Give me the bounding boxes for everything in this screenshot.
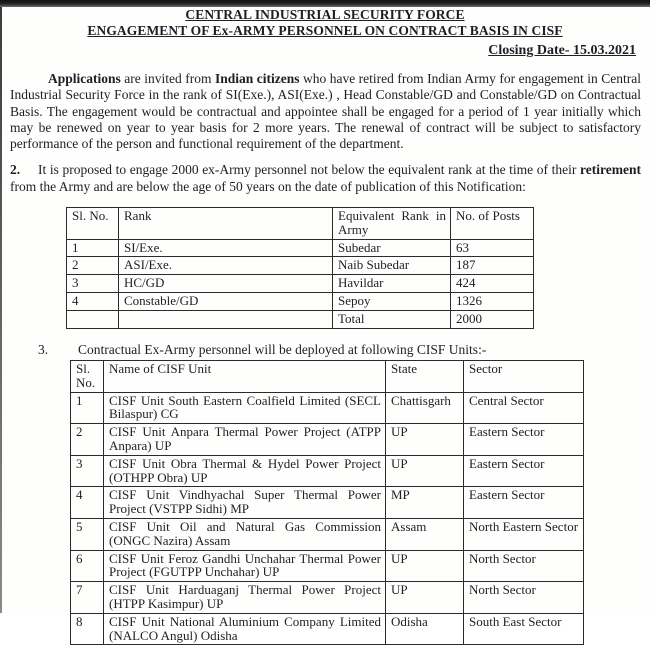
table-cell: UP (386, 582, 464, 614)
paragraph-3-number: 3. (38, 341, 49, 357)
table-row (71, 424, 584, 456)
table-cell: 1 (71, 392, 104, 424)
column-header-sector: Sector (464, 360, 584, 392)
table-cell: SI/Exe. (119, 239, 333, 257)
paragraph-2-text-2: from the Army and are below the age of 50 years on the date of publication of this Notification: (10, 178, 526, 194)
closing-date-text: Closing Date- 15.03.2021 (488, 43, 636, 58)
rank-table-header-row (67, 208, 534, 240)
column-header-unit-name: Name of CISF Unit (104, 360, 386, 392)
table-cell: Havildar (333, 275, 451, 293)
table-cell: 1 (67, 239, 119, 257)
table-cell: MP (386, 487, 464, 519)
intro-text-2: who have retired from Indian Army for engagement in Central Industrial Security Force in the rank of SI(Exe.), ASI(Exe.) , Head Constable/GD and Constable/GD on Contractual Basis. The engagement would be contractual and appointee shall be engaged for a period of 1 year initially which may be renewed on year to year basis for 2 more years. The renewal of contract will be subject to satisfactory performance of the person and functional requirement of the department. (10, 71, 642, 152)
paragraph-2 (10, 162, 641, 195)
column-header-sl-no: Sl. No. (67, 208, 119, 240)
table-cell: UP (386, 550, 464, 582)
table-cell: 3 (67, 275, 119, 293)
paragraph-3 (38, 342, 641, 358)
table-cell: CISF Unit Vindhyachal Super Thermal Power Project (VSTPP Sidhi) MP (104, 487, 386, 519)
table-cell: CISF Unit South Eastern Coalfield Limited (SECL Bilaspur) CG (104, 392, 386, 424)
table-cell: Odisha (386, 613, 464, 645)
table-cell: 4 (71, 487, 104, 519)
table-row (67, 293, 534, 311)
table-cell: CISF Unit Harduaganj Thermal Power Project (HTPP Kasimpur) UP (104, 582, 386, 614)
column-header-sl-no: Sl. No. (71, 360, 104, 392)
table-row (71, 392, 584, 424)
table-cell: 424 (451, 275, 534, 293)
table-cell: CISF Unit Feroz Gandhi Unchahar Thermal Power Project (FGUTPP Unchahar) UP (104, 550, 386, 582)
table-row (71, 613, 584, 645)
table-cell: Assam (386, 518, 464, 550)
table-cell: Naib Subedar (333, 257, 451, 275)
table-cell: North Sector (464, 550, 584, 582)
table-cell: 3 (71, 455, 104, 487)
table-cell: Total (333, 310, 451, 328)
table-cell: 187 (451, 257, 534, 275)
table-cell: 2 (67, 257, 119, 275)
document-title: CENTRAL INDUSTRIAL SECURITY FORCE (185, 7, 465, 22)
paragraph-2-bold-retirement: retirement (580, 162, 641, 178)
table-cell: Eastern Sector (464, 487, 584, 519)
table-cell: Sepoy (333, 293, 451, 311)
table-cell: 8 (71, 613, 104, 645)
table-cell: UP (386, 455, 464, 487)
table-cell: Eastern Sector (464, 424, 584, 456)
column-header-state: State (386, 360, 464, 392)
table-cell: North Eastern Sector (464, 518, 584, 550)
table-row (67, 239, 534, 257)
table-cell (67, 310, 119, 328)
table-cell: North Sector (464, 582, 584, 614)
table-cell: Constable/GD (119, 293, 333, 311)
paragraph-2-number: 2. (10, 162, 21, 178)
table-cell: HC/GD (119, 275, 333, 293)
table-cell: 7 (71, 582, 104, 614)
intro-bold-citizens: Indian citizens (214, 71, 300, 86)
paragraph-3-text: Contractual Ex-Army personnel will be deployed at following CISF Units:- (78, 341, 487, 357)
table-cell: CISF Unit Obra Thermal & Hydel Power Project (OTHPP Obra) UP (104, 455, 386, 487)
table-cell: CISF Unit National Aluminium Company Limited (NALCO Angul) Odisha (104, 613, 386, 645)
cisf-units-table (70, 360, 584, 645)
table-row (67, 310, 534, 328)
table-cell (119, 310, 333, 328)
table-cell: Subedar (333, 239, 451, 257)
table-cell: CISF Unit Anpara Thermal Power Project (ATPP Anpara) UP (104, 424, 386, 456)
scan-left-edge (0, 7, 2, 613)
table-cell: Central Sector (464, 392, 584, 424)
table-cell: 63 (451, 239, 534, 257)
table-cell: 6 (71, 550, 104, 582)
table-row (71, 518, 584, 550)
paragraph-2-text-1: It is proposed to engage 2000 ex-Army personnel not below the equivalent rank at the time of their (38, 162, 581, 178)
table-row (67, 257, 534, 275)
table-cell: 4 (67, 293, 119, 311)
column-header-rank: Rank (119, 208, 333, 240)
scan-top-edge (0, 0, 650, 7)
rank-posts-table (66, 207, 534, 329)
table-row (71, 455, 584, 487)
units-table-header-row (71, 360, 584, 392)
table-cell: CISF Unit Oil and Natural Gas Commission (ONGC Nazira) Assam (104, 518, 386, 550)
table-cell: UP (386, 424, 464, 456)
intro-bold-applications: Applications (48, 71, 121, 86)
table-cell: 1326 (451, 293, 534, 311)
table-cell: ASI/Exe. (119, 257, 333, 275)
column-header-no-of-posts: No. of Posts (451, 208, 534, 240)
table-row (67, 275, 534, 293)
table-cell: 2 (71, 424, 104, 456)
table-cell: South East Sector (464, 613, 584, 645)
document-subtitle: ENGAGEMENT OF Ex-ARMY PERSONNEL ON CONTRACT BASIS IN CISF (87, 23, 563, 38)
closing-date (0, 43, 638, 59)
table-cell: Chattisgarh (386, 392, 464, 424)
table-cell: 2000 (451, 310, 534, 328)
table-row (71, 582, 584, 614)
table-cell: Eastern Sector (464, 455, 584, 487)
table-cell: 5 (71, 518, 104, 550)
column-header-equivalent-rank: Equivalent Rank in Army (333, 208, 451, 240)
intro-text-1: are invited from (120, 71, 215, 86)
table-row (71, 550, 584, 582)
table-row (71, 487, 584, 519)
intro-paragraph (10, 71, 641, 152)
